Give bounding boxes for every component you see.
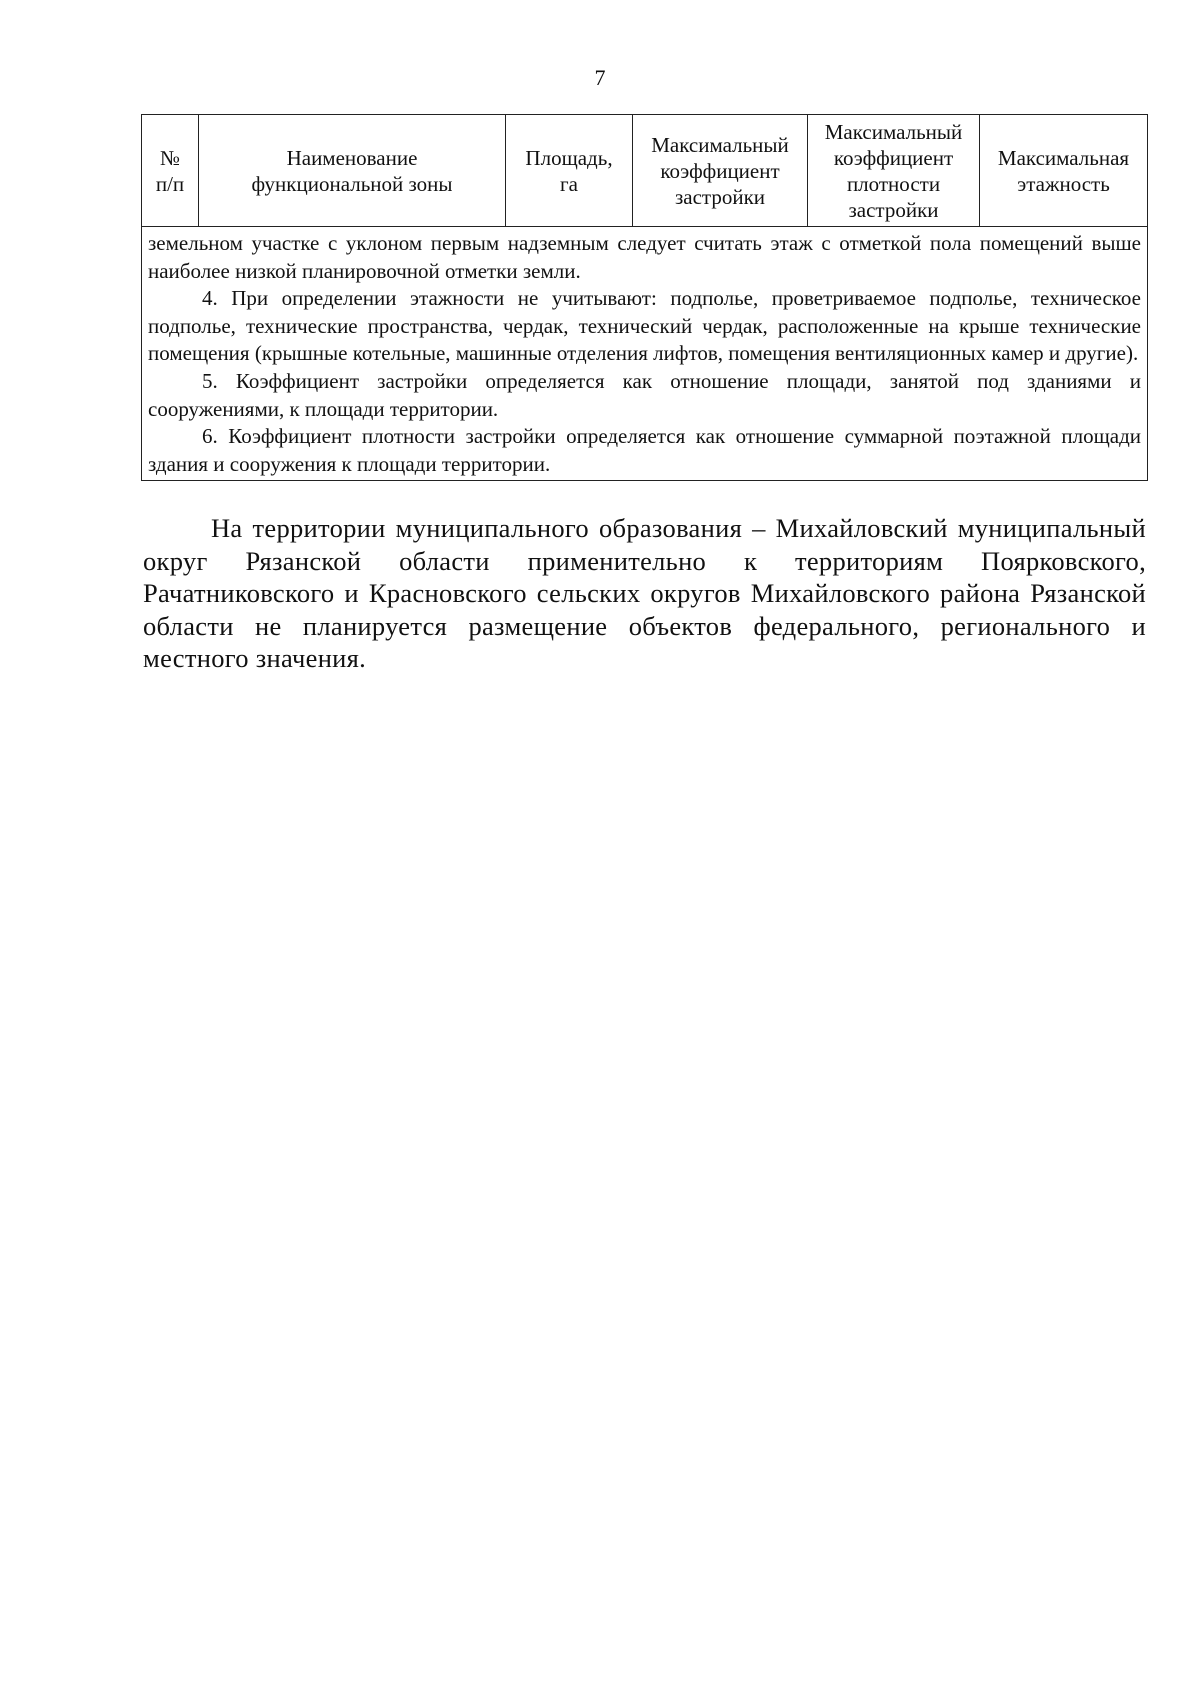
- header-max-floors-line1: Максимальная: [997, 145, 1130, 170]
- header-max-density-coeff-line4: застройки: [848, 197, 939, 222]
- table-header-row: [142, 115, 1148, 227]
- header-max-build-coeff: [633, 115, 808, 227]
- table-notes-cell: [142, 227, 1148, 481]
- header-zone-name-line2: функциональной зоны: [251, 171, 453, 196]
- body-paragraph: На территории муниципального образования – Михайловский муниципальный округ Рязанской области применительно к территориям Поярковского, Рачатниковского и Красновского сельских округов Михайловского района Рязанской области не планируется размещение объектов федерального, регионального и местного значения.: [143, 513, 1146, 673]
- header-max-floors: [980, 115, 1148, 227]
- header-area-line1: Площадь,: [525, 145, 613, 170]
- header-zone-name: [199, 115, 506, 227]
- header-area-line2: га: [560, 171, 578, 196]
- header-max-floors-line2: этажность: [1017, 171, 1110, 196]
- page-number: 7: [594, 65, 606, 90]
- header-area: [506, 115, 633, 227]
- zones-table-container: [141, 114, 1147, 481]
- note-continuation: земельном участке с уклоном первым надземным следует считать этаж с отметкой пола помещений выше наиболее низкой планировочной отметки земли.: [148, 231, 1141, 283]
- header-number: [142, 115, 199, 227]
- header-max-build-coeff-line2: коэффициент: [660, 158, 780, 183]
- header-max-build-coeff-line1: Максимальный: [651, 132, 789, 157]
- note-6: 6. Коэффициент плотности застройки определяется как отношение суммарной поэтажной площади здания и сооружения к площади территории.: [148, 424, 1141, 476]
- header-max-density-coeff-line3: плотности: [846, 171, 941, 196]
- header-max-density-coeff-line1: Максимальный: [824, 119, 963, 144]
- note-5: 5. Коэффициент застройки определяется как отношение площади, занятой под зданиями и сооружениями, к площади территории.: [148, 368, 1141, 421]
- note-4: 4. При определении этажности не учитывают: подполье, проветриваемое подполье, техническое подполье, технические пространства, чердак, технический чердак, расположенные на крыше технические помещения (крышные котельные, машинные отделения лифтов, помещения вентиляционных камер и другие).: [148, 286, 1141, 366]
- header-max-build-coeff-line3: застройки: [674, 184, 766, 209]
- table-notes-row: [142, 227, 1148, 481]
- header-zone-name-line1: Наименование: [286, 145, 418, 170]
- header-number-line1: №: [159, 145, 181, 170]
- header-number-line2: п/п: [155, 171, 185, 196]
- header-max-density-coeff: [808, 115, 980, 227]
- header-max-density-coeff-line2: коэффициент: [833, 145, 954, 170]
- zones-table: [141, 114, 1148, 481]
